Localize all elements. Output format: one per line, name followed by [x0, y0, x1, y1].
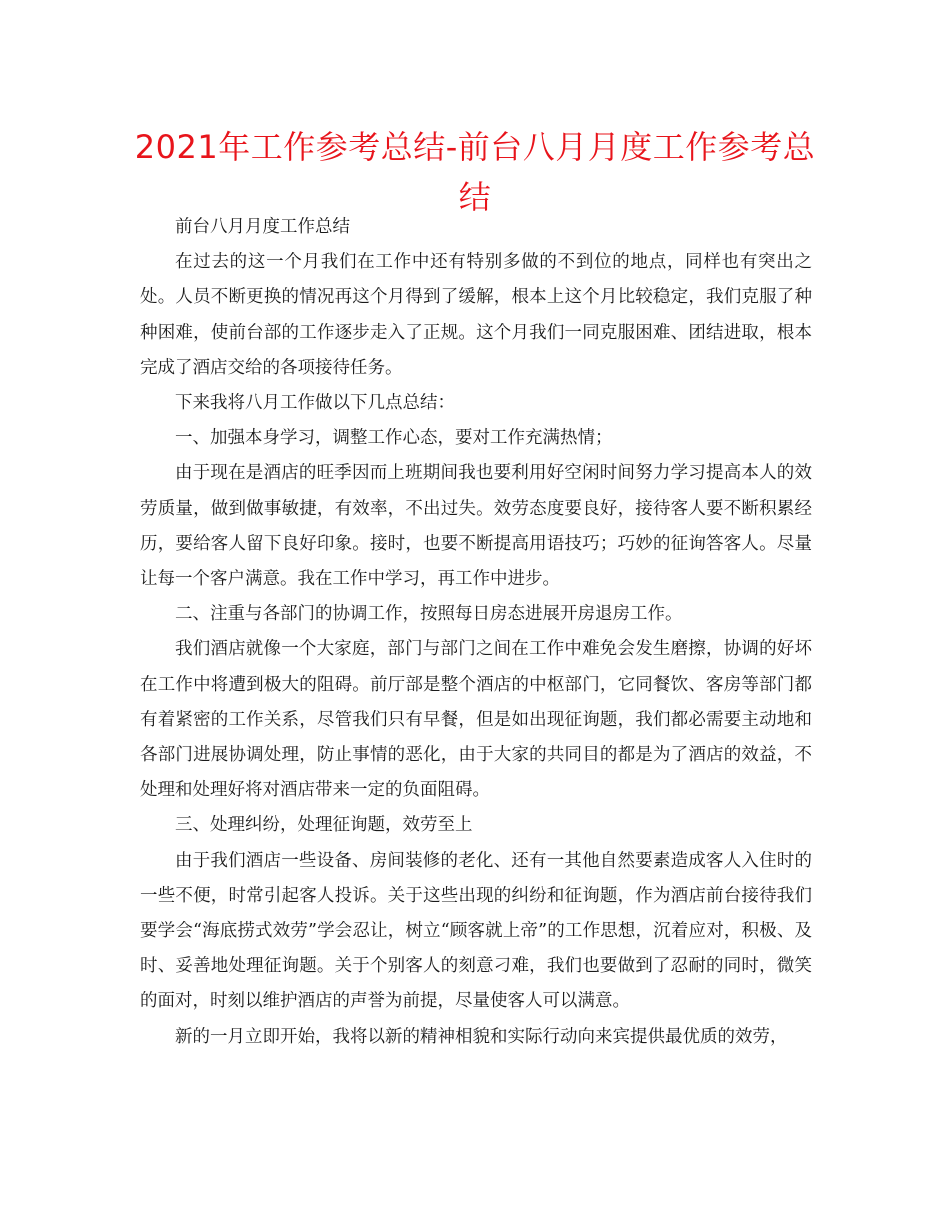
section-heading: 前台八月月度工作总结: [175, 217, 350, 237]
section-heading: 二、注重与各部门的协调工作，按照每日房态进展开房退房工作。: [175, 604, 683, 625]
paragraph: 我们酒店就像一个大家庭，部门与部门之间在工作中难免会发生磨擦，协调的好坏在工作中将遭到极大的阻碍。前厅部是整个酒店的中枢部门，它同餐饮、客房等部门都有着紧密的工作关系，尽管我们只有早餐，但是如出现征询题，我们都必需要主动地和各部门进展协调处理，防止事情的恶化，由于大家的共同目的都是为了酒店的效益，不处理和处理好将对酒店带来一定的负面阻碍。: [140, 639, 812, 801]
section-heading: 三、处理纠纷，处理征询题，效劳至上: [175, 815, 473, 836]
document-body: [140, 210, 812, 1055]
paragraph: 由于我们酒店一些设备、房间装修的老化、还有一其他自然要素造成客人入住时的一些不便，时常引起客人投诉。关于这些出现的纠纷和征询题，作为酒店前台接待我们要学会“海底捞式效劳”学会忍让，树立“顾客就上帝”的工作思想，沉着应对，积极、及时、妥善地处理征询题。关于个别客人的刻意刁难，我们也要做到了忍耐的同时，微笑的面对，时刻以维护酒店的声誉为前提，尽量使客人可以满意。: [140, 850, 812, 1012]
section-heading: 一、加强本身学习，调整工作心态，要对工作充满热情；: [175, 428, 613, 449]
paragraph: 由于现在是酒店的旺季因而上班期间我也要利用好空闲时间努力学习提高本人的效劳质量，做到做事敏捷，有效率，不出过失。效劳态度要良好，接待客人要不断积累经历，要给客人留下良好印象。接时，也要不断提高用语技巧；巧妙的征询答客人。尽量让每一个客户满意。我在工作中学习，再工作中进步。: [140, 463, 812, 590]
paragraph: 新的一月立即开始，我将以新的精神相貌和实际行动向来宾提供最优质的效劳，: [175, 1026, 788, 1047]
document-title: 2021年工作参考总结-前台八月月度工作参考总结: [134, 128, 816, 216]
paragraph: 下来我将八月工作做以下几点总结：: [175, 393, 455, 414]
paragraph: 在过去的这一个月我们在工作中还有特别多做的不到位的地点，同样也有突出之处。人员不断更换的情况再这个月得到了缓解，根本上这个月比较稳定，我们克服了种种困难，使前台部的工作逐步走入了正规。这个月我们一同克服困难、团结进取，根本完成了酒店交给的各项接待任务。: [140, 252, 812, 378]
